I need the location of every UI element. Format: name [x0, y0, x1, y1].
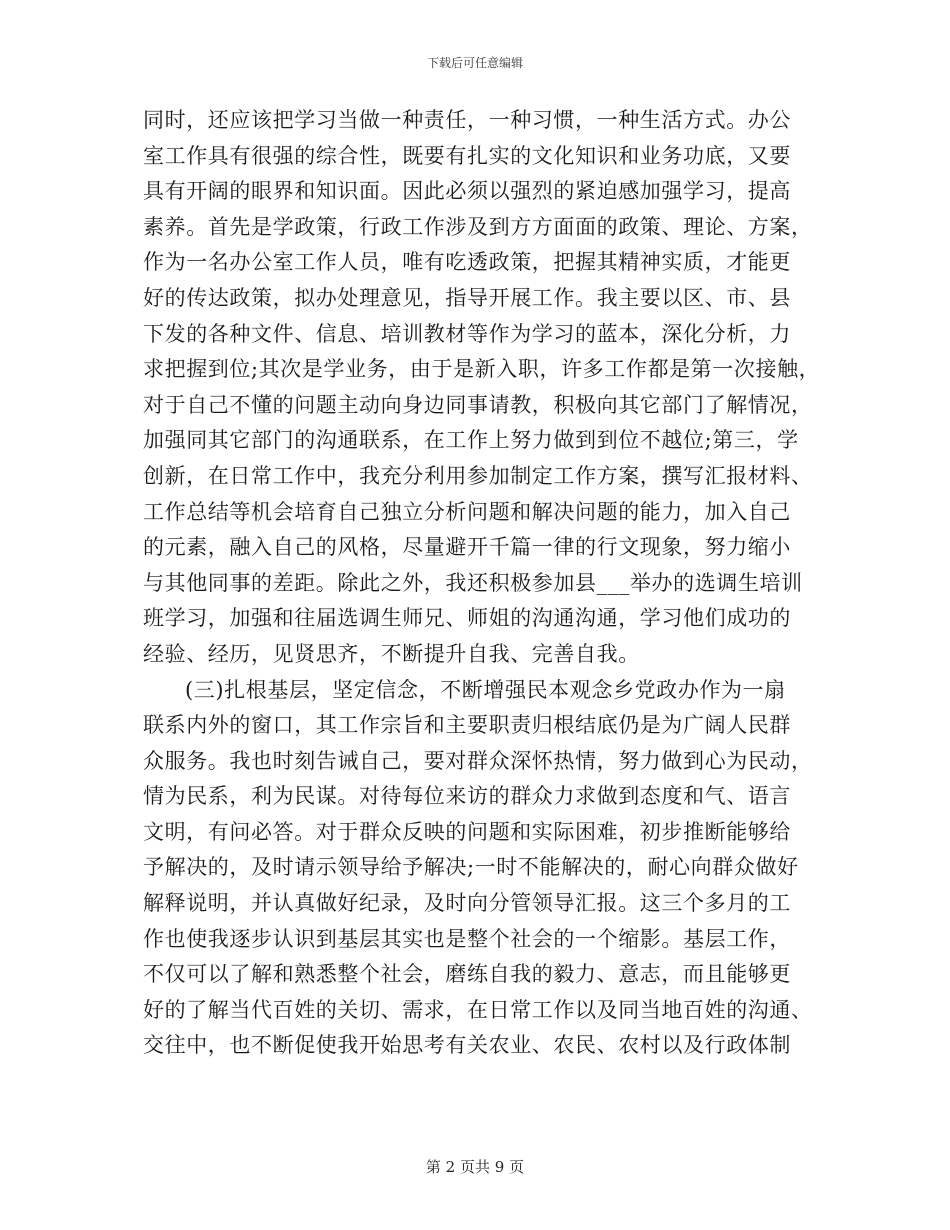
text-line: 解释说明，并认真做好纪录，及时向分管领导汇报。这三个多月的工: [143, 891, 791, 916]
text-line: 作为一名办公室工作人员，唯有吃透政策，把握其精神实质，才能更: [143, 250, 791, 275]
text-line: 求把握到位;其次是学业务，由于是新入职，许多工作都是第一次接触，: [143, 357, 821, 382]
text-line: 文明，有问必答。对于群众反映的问题和实际困难，初步推断能够给: [143, 819, 791, 844]
text-line: 作也使我逐步认识到基层其实也是整个社会的一个缩影。基层工作，: [143, 926, 791, 951]
text-line: 交往中，也不断促使我开始思考有关农业、农民、农村以及行政体制: [143, 1033, 791, 1058]
text-line: 的元素，融入自己的风格，尽量避开千篇一律的行文现象，努力缩小: [143, 535, 791, 560]
text-line: 与其他同事的差距。除此之外，我还积极参加县___举办的选调生培训: [143, 570, 803, 595]
text-line: 班学习，加强和往届选调生师兄、师姐的沟通沟通，学习他们成功的: [143, 606, 791, 631]
text-line: 下发的各种文件、信息、培训教材等作为学习的蓝本，深化分析，力: [143, 321, 791, 346]
text-line: 创新，在日常工作中，我充分利用参加制定工作方案，撰写汇报材料、: [143, 463, 813, 488]
text-line: 众服务。我也时刻告诫自己，要对群众深怀热情，努力做到心为民动，: [143, 748, 813, 773]
text-line: 情为民系，利为民谋。对待每位来访的群众力求做到态度和气、语言: [143, 784, 791, 809]
page-number-footer: 第 2 页共 9 页: [425, 1158, 525, 1176]
text-line: 工作总结等机会培育自己独立分析问题和解决问题的能力，加入自己: [143, 499, 791, 524]
section-heading-line: (三)扎根基层，坚定信念，不断增强民本观念乡党政办作为一扇: [185, 677, 786, 702]
text-line: 好的传达政策，拟办处理意见，指导开展工作。我主要以区、市、县: [143, 285, 791, 310]
text-line: 经验、经历，见贤思齐，不断提升自我、完善自我。: [143, 641, 640, 666]
text-line: 联系内外的窗口，其工作宗旨和主要职责归根结底仍是为广阔人民群: [143, 713, 791, 738]
text-line: 素养。首先是学政策，行政工作涉及到方方面面的政策、理论、方案，: [143, 214, 813, 239]
document-body: [143, 103, 833, 1064]
text-line: 具有开阔的眼界和知识面。因此必须以强烈的紧迫感加强学习，提高: [143, 179, 791, 204]
text-line: 同时，还应该把学习当做一种责任，一种习惯，一种生活方式。办公: [143, 108, 791, 132]
text-line: 好的了解当代百姓的关切、需求，在日常工作以及同当地百姓的沟通、: [143, 997, 813, 1022]
text-line: 室工作具有很强的综合性，既要有扎实的文化知识和业务功底，又要: [143, 143, 791, 168]
text-line: 对于自己不懂的问题主动向身边同事请教，积极向其它部门了解情况，: [143, 392, 813, 417]
text-line: 加强同其它部门的沟通联系，在工作上努力做到到位不越位;第三，学: [143, 428, 799, 453]
text-line: 不仅可以了解和熟悉整个社会，磨练自我的毅力、意志，而且能够更: [143, 962, 791, 987]
text-line: 予解决的，及时请示领导给予解决;一时不能解决的，耐心向群众做好: [143, 855, 799, 880]
page-header: 下载后可任意编辑: [426, 56, 523, 70]
